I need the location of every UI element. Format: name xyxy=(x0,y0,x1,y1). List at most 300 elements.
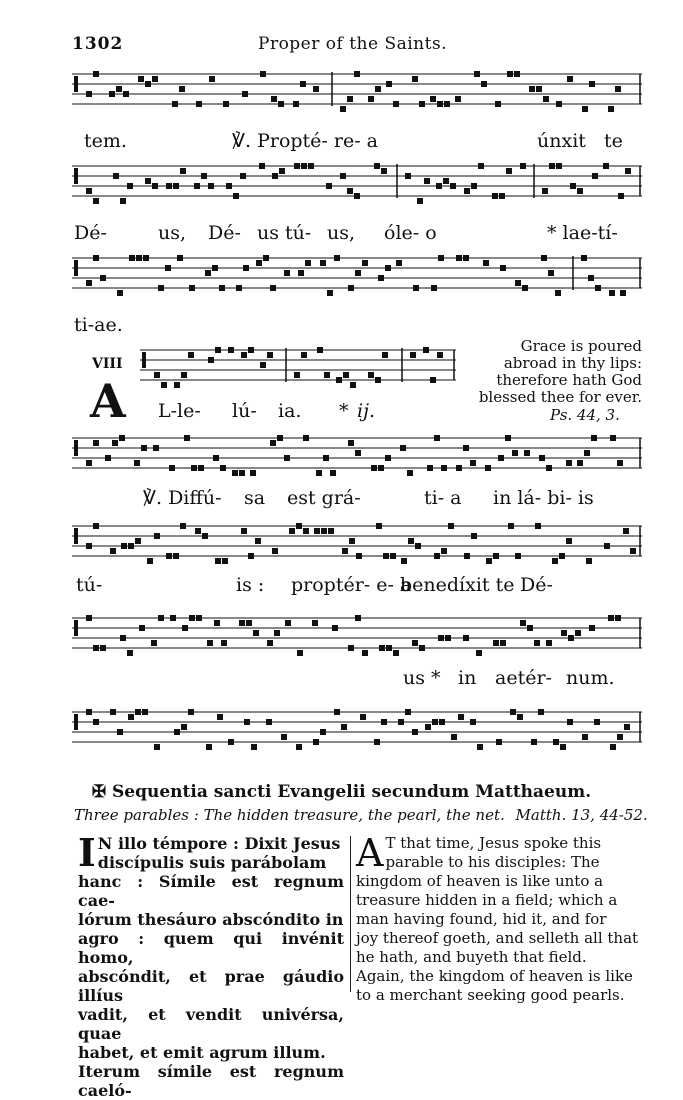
clef-mark xyxy=(74,168,78,184)
english-line: to a merchant seeking good pearls. xyxy=(356,986,625,1004)
neume xyxy=(123,91,129,97)
neume xyxy=(334,709,340,715)
clef-mark xyxy=(74,528,78,544)
initial-letter: A xyxy=(90,374,126,428)
neume xyxy=(222,558,228,564)
neume xyxy=(386,645,392,651)
neume xyxy=(281,734,287,740)
neume xyxy=(615,615,621,621)
neume xyxy=(166,553,172,559)
neume xyxy=(374,739,380,745)
english-column xyxy=(356,831,644,1005)
neume xyxy=(362,260,368,266)
neume xyxy=(246,620,252,626)
neume xyxy=(419,645,425,651)
mode-label: VIII xyxy=(92,356,123,372)
neume xyxy=(379,645,385,651)
neume xyxy=(505,435,511,441)
neume xyxy=(354,71,360,77)
neume xyxy=(588,275,594,281)
neume xyxy=(549,163,555,169)
neume xyxy=(181,724,187,730)
neume xyxy=(581,255,587,261)
neume xyxy=(430,377,436,383)
neume xyxy=(270,285,276,291)
neume xyxy=(567,76,573,82)
clef-mark xyxy=(142,352,146,368)
neume xyxy=(470,719,476,725)
neume xyxy=(400,445,406,451)
neume xyxy=(577,460,583,466)
neume xyxy=(543,96,549,102)
neume xyxy=(274,630,280,636)
neume xyxy=(241,528,247,534)
neume xyxy=(177,255,183,261)
neume xyxy=(326,183,332,189)
page-header xyxy=(72,34,642,56)
neume xyxy=(213,455,219,461)
latin-line: agro : quem qui invénit homo, xyxy=(78,929,344,967)
neume xyxy=(278,101,284,107)
neume xyxy=(515,553,521,559)
neume xyxy=(538,709,544,715)
neume xyxy=(188,352,194,358)
chant-staff-4 xyxy=(140,344,456,388)
neume xyxy=(561,630,567,636)
neume xyxy=(173,553,179,559)
gospel-heading xyxy=(0,782,683,802)
neume xyxy=(256,260,262,266)
column-divider xyxy=(350,836,351,992)
neume xyxy=(100,275,106,281)
neume xyxy=(582,106,588,112)
neume xyxy=(617,734,623,740)
neume xyxy=(180,523,186,529)
neume xyxy=(139,625,145,631)
lyric: ti- a xyxy=(424,487,462,509)
neume xyxy=(444,101,450,107)
neume xyxy=(158,285,164,291)
clef-mark xyxy=(74,260,78,276)
neume xyxy=(412,729,418,735)
neume xyxy=(129,255,135,261)
neume xyxy=(300,81,306,87)
lyric: ℣. Diffú- xyxy=(143,487,222,509)
latin-line: hanc : Símile est regnum cae- xyxy=(78,872,344,910)
neume xyxy=(113,173,119,179)
psalm-reference: Ps. 44, 3. xyxy=(550,406,620,424)
neume xyxy=(512,450,518,456)
neume xyxy=(314,528,320,534)
neume xyxy=(342,548,348,554)
neume xyxy=(463,255,469,261)
clef-mark xyxy=(74,440,78,456)
neume xyxy=(375,377,381,383)
neume xyxy=(498,455,504,461)
neume xyxy=(284,270,290,276)
neume xyxy=(548,270,554,276)
neume xyxy=(138,76,144,82)
english-line: he hath, and buyeth that field. xyxy=(356,948,587,966)
neume xyxy=(424,178,430,184)
neume xyxy=(109,91,115,97)
neume xyxy=(151,640,157,646)
neume xyxy=(189,285,195,291)
neume xyxy=(289,528,295,534)
neume xyxy=(603,163,609,169)
lyric: lú- xyxy=(232,400,257,422)
neume xyxy=(205,270,211,276)
neume xyxy=(412,76,418,82)
neume xyxy=(223,101,229,107)
neume xyxy=(142,709,148,715)
neume xyxy=(609,290,615,296)
neume xyxy=(471,183,477,189)
neume xyxy=(620,290,626,296)
neume xyxy=(507,71,513,77)
neume xyxy=(259,163,265,169)
neume xyxy=(610,435,616,441)
neume xyxy=(298,270,304,276)
neume xyxy=(154,744,160,750)
neume xyxy=(293,101,299,107)
neume xyxy=(340,173,346,179)
latin-line: vadit, et vendit univérsa, quae xyxy=(78,1005,344,1043)
neume xyxy=(251,744,257,750)
neume xyxy=(296,523,302,529)
neume xyxy=(228,347,234,353)
neume xyxy=(165,265,171,271)
neume xyxy=(128,714,134,720)
neume xyxy=(207,640,213,646)
neume xyxy=(432,719,438,725)
neume xyxy=(500,640,506,646)
neume xyxy=(301,163,307,169)
neume xyxy=(527,625,533,631)
neume xyxy=(110,548,116,554)
neume xyxy=(434,435,440,441)
neume xyxy=(534,640,540,646)
neume xyxy=(477,744,483,750)
neume xyxy=(202,533,208,539)
neume xyxy=(248,553,254,559)
neume xyxy=(127,650,133,656)
english-line: parable to his disciples: The xyxy=(385,853,600,871)
neume xyxy=(350,382,356,388)
neume xyxy=(451,734,457,740)
lyric: proptér- e- a xyxy=(291,574,412,596)
neume xyxy=(334,255,340,261)
neume xyxy=(105,455,111,461)
neume xyxy=(623,528,629,534)
neume xyxy=(553,739,559,745)
neume xyxy=(277,435,283,441)
neume xyxy=(439,719,445,725)
neume xyxy=(93,198,99,204)
neume xyxy=(355,615,361,621)
english-line: man having found, hid it, and for xyxy=(356,910,607,928)
neume xyxy=(470,460,476,466)
neume xyxy=(417,198,423,204)
neume xyxy=(347,96,353,102)
neume xyxy=(474,71,480,77)
neume xyxy=(427,465,433,471)
neume xyxy=(514,71,520,77)
neume xyxy=(517,714,523,720)
neume xyxy=(228,739,234,745)
neume xyxy=(355,450,361,456)
neume xyxy=(568,635,574,641)
neume xyxy=(206,744,212,750)
neume xyxy=(120,635,126,641)
neume xyxy=(145,178,151,184)
neume xyxy=(510,709,516,715)
neume xyxy=(179,86,185,92)
neume xyxy=(575,630,581,636)
neume xyxy=(220,465,226,471)
neume xyxy=(152,76,158,82)
neume xyxy=(536,86,542,92)
neume xyxy=(531,739,537,745)
neume xyxy=(584,450,590,456)
lyric: ℣. Propté- re- a xyxy=(232,130,378,152)
neume xyxy=(328,528,334,534)
neume xyxy=(381,168,387,174)
neume xyxy=(376,523,382,529)
neume xyxy=(556,163,562,169)
neume xyxy=(305,260,311,266)
neume xyxy=(374,163,380,169)
clef-mark xyxy=(74,620,78,636)
gospel-subtitle-line xyxy=(74,806,648,824)
neume xyxy=(591,435,597,441)
neume xyxy=(243,265,249,271)
neume xyxy=(86,709,92,715)
neume xyxy=(208,183,214,189)
neume xyxy=(260,71,266,77)
neume xyxy=(313,86,319,92)
neume xyxy=(555,290,561,296)
neume xyxy=(181,372,187,378)
neume xyxy=(539,455,545,461)
neume xyxy=(170,615,176,621)
neume xyxy=(134,460,140,466)
neume xyxy=(486,558,492,564)
neume xyxy=(332,625,338,631)
neume xyxy=(522,285,528,291)
neume xyxy=(135,709,141,715)
neume xyxy=(153,445,159,451)
neume xyxy=(93,645,99,651)
neume xyxy=(407,470,413,476)
neume xyxy=(393,101,399,107)
lyric: ti-ae. xyxy=(74,314,123,336)
neume xyxy=(441,465,447,471)
neume xyxy=(412,640,418,646)
neume xyxy=(464,553,470,559)
neume xyxy=(450,183,456,189)
neume xyxy=(368,372,374,378)
neume xyxy=(478,163,484,169)
english-line: Again, the kingdom of heaven is like xyxy=(356,967,633,985)
neume xyxy=(437,352,443,358)
neume xyxy=(456,465,462,471)
neume xyxy=(438,635,444,641)
neume xyxy=(93,255,99,261)
latin-line: Iterum símile est regnum caeló- xyxy=(78,1062,344,1100)
neume xyxy=(378,465,384,471)
neume xyxy=(147,558,153,564)
neume xyxy=(362,650,368,656)
neume xyxy=(618,193,624,199)
chant-staff-2 xyxy=(72,160,642,204)
neume xyxy=(398,719,404,725)
neume xyxy=(348,645,354,651)
neume xyxy=(86,280,92,286)
page-number: 1302 xyxy=(72,34,124,54)
neume xyxy=(368,96,374,102)
lyric: benedíxit te xyxy=(400,574,515,596)
chant-staff-3 xyxy=(72,252,642,296)
lyric: Dé- xyxy=(520,574,553,596)
neume xyxy=(434,553,440,559)
english-line: kingdom of heaven is like unto a xyxy=(356,872,604,890)
neume xyxy=(215,347,221,353)
neume xyxy=(610,744,616,750)
neume xyxy=(595,285,601,291)
gospel-reference: Matth. 13, 44-52. xyxy=(515,806,648,824)
neume xyxy=(410,352,416,358)
neume xyxy=(471,533,477,539)
neume xyxy=(386,81,392,87)
neume xyxy=(438,255,444,261)
lyric: únxit xyxy=(537,130,586,152)
latin-line: abscóndit, et prae gáudio illíus xyxy=(78,967,344,1005)
neume xyxy=(236,285,242,291)
neume xyxy=(360,714,366,720)
neume xyxy=(340,106,346,112)
neume xyxy=(215,558,221,564)
neume xyxy=(303,528,309,534)
latin-line: habet, et emit agrum illum. xyxy=(78,1043,326,1062)
neume xyxy=(154,533,160,539)
neume xyxy=(127,183,133,189)
neume xyxy=(577,188,583,194)
neume xyxy=(423,347,429,353)
neume xyxy=(385,455,391,461)
neume xyxy=(161,382,167,388)
neume xyxy=(312,620,318,626)
neume xyxy=(405,173,411,179)
neume xyxy=(196,101,202,107)
neume xyxy=(154,372,160,378)
neume xyxy=(93,719,99,725)
neume xyxy=(625,168,631,174)
neume xyxy=(464,188,470,194)
lyric: Dé- xyxy=(208,222,241,244)
neume xyxy=(201,173,207,179)
chant-staff-7 xyxy=(72,612,642,656)
neume xyxy=(317,347,323,353)
neume xyxy=(191,465,197,471)
neume xyxy=(255,538,261,544)
neume xyxy=(266,719,272,725)
neume xyxy=(267,640,273,646)
cross-icon: ✠ xyxy=(91,782,107,802)
lyric: ia. xyxy=(278,400,302,422)
neume xyxy=(441,548,447,554)
neume xyxy=(219,285,225,291)
neume xyxy=(244,719,250,725)
neume xyxy=(173,183,179,189)
clef-mark xyxy=(74,76,78,92)
neume xyxy=(135,538,141,544)
neume xyxy=(143,255,149,261)
lyric: us, xyxy=(327,222,356,244)
latin-line: N illo témpore : Dixit Jesus xyxy=(97,834,341,853)
neume xyxy=(592,173,598,179)
neume xyxy=(542,188,548,194)
lyric: num. xyxy=(566,667,615,689)
neume xyxy=(294,372,300,378)
neume xyxy=(443,178,449,184)
neume xyxy=(172,101,178,107)
neume xyxy=(445,635,451,641)
lyric: sa xyxy=(244,487,266,509)
neume xyxy=(330,470,336,476)
neume xyxy=(463,635,469,641)
gospel-subtitle: Three parables : The hidden treasure, the pearl, the net. xyxy=(74,806,505,824)
neume xyxy=(570,183,576,189)
neume xyxy=(184,435,190,441)
english-initial: A xyxy=(356,831,384,875)
neume xyxy=(541,255,547,261)
neume xyxy=(524,450,530,456)
neume xyxy=(116,86,122,92)
lyric: tú- xyxy=(76,574,103,596)
neume xyxy=(253,630,259,636)
neume xyxy=(419,101,425,107)
neume xyxy=(425,724,431,730)
chant-staff-5 xyxy=(72,432,642,476)
neume xyxy=(515,280,521,286)
neume xyxy=(169,465,175,471)
neume xyxy=(375,86,381,92)
neume xyxy=(589,81,595,87)
neume xyxy=(492,193,498,199)
neume xyxy=(284,455,290,461)
lyric: * xyxy=(339,400,349,422)
neume xyxy=(308,163,314,169)
neume xyxy=(117,290,123,296)
neume xyxy=(493,553,499,559)
neume xyxy=(214,620,220,626)
neume xyxy=(431,285,437,291)
neume xyxy=(355,270,361,276)
neume xyxy=(349,538,355,544)
neume xyxy=(499,193,505,199)
neume xyxy=(327,290,333,296)
neume xyxy=(586,558,592,564)
neume xyxy=(196,615,202,621)
chant-staff-8 xyxy=(72,706,642,750)
neume xyxy=(348,440,354,446)
neume xyxy=(496,739,502,745)
neume xyxy=(630,548,636,554)
lyric: us tú- xyxy=(257,222,312,244)
neume xyxy=(93,523,99,529)
neume xyxy=(212,265,218,271)
